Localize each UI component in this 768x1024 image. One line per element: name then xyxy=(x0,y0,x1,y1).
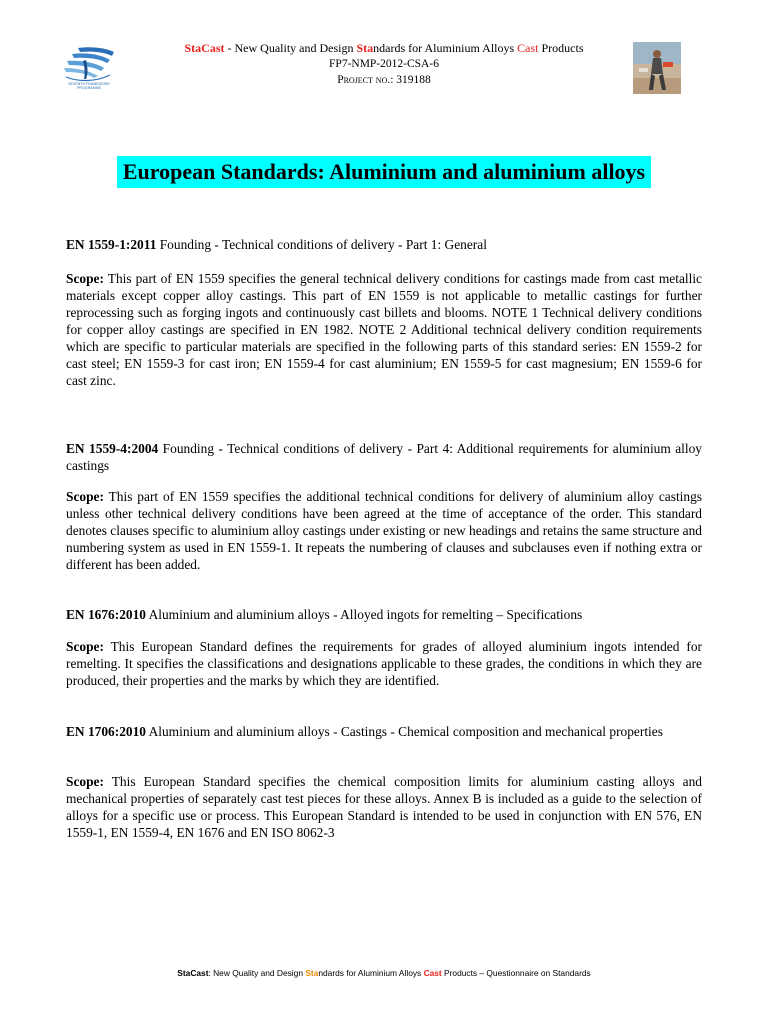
header-project-label: Project no. xyxy=(337,74,391,86)
page-title: European Standards: Aluminium and aluminium alloys xyxy=(117,156,651,188)
scope-label: Scope: xyxy=(66,639,104,654)
scope-label: Scope: xyxy=(66,489,104,504)
footer-part2: ndards for Aluminium Alloys xyxy=(318,968,424,978)
fp7-logo-text: SEVENTH FRAMEWORK PROGRAMME xyxy=(68,82,110,90)
standard-name: Aluminium and aluminium alloys - Alloyed ingots for remelting – Specifications xyxy=(145,607,583,622)
header-title-sta: Sta xyxy=(356,41,374,55)
header-title-cast: Cast xyxy=(517,41,539,55)
scope-text: This European Standard specifies the chemical composition limits for aluminium casting alloys and mechanical properties of separately cast test pieces for these alloys. Annex B is included as a guide to the selection of alloys for a specific use or process. This European Standard is intended to be used in conjunction with EN 576, EN 1559-1, EN 1559-4, EN 1676 and EN ISO 8062-3 xyxy=(66,774,702,840)
page-footer xyxy=(0,968,768,978)
standard-heading xyxy=(66,606,702,623)
page-header xyxy=(0,40,768,88)
scope-text: This European Standard defines the requirements for grades of alloyed aluminium ingots intended for remelting. It specifies the classifications and designations applicable to these grades, the conditions in which they are produced, their properties and the marks by which they are identified. xyxy=(66,639,702,688)
standard-heading xyxy=(66,440,702,474)
footer-brand: StaCast xyxy=(177,968,209,978)
standard-code: EN 1559-4:2004 xyxy=(66,441,159,456)
header-title-part2: ndards for Aluminium Alloys xyxy=(373,41,518,55)
standard-heading xyxy=(66,723,702,740)
standard-code: EN 1706:2010 xyxy=(66,724,146,739)
standard-name: Founding - Technical conditions of delivery - Part 4: Additional requirements for aluminium alloy castings xyxy=(66,441,702,473)
footer-part1: : New Quality and Design xyxy=(208,968,306,978)
header-title-part3: Products xyxy=(538,41,584,55)
standard-scope xyxy=(66,270,702,389)
standard-heading xyxy=(66,236,702,253)
standard-scope xyxy=(66,638,702,689)
header-line1 xyxy=(0,40,768,56)
header-programme-code: FP7-NMP-2012-CSA-6 xyxy=(329,58,439,70)
standard-scope xyxy=(66,488,702,573)
footer-cast: Cast xyxy=(423,968,442,978)
footer-sta: Sta xyxy=(305,968,319,978)
standard-scope xyxy=(66,773,702,841)
scope-text: This part of EN 1559 specifies the general technical delivery conditions for castings made from cast metallic materials except copper alloy castings. This part of EN 1559 is not applicable to metallic castings for further reprocessing such as forging ingots and continuously cast billets and blooms. NOTE 1 Technical delivery conditions for copper alloy castings are specified in EN 1982. NOTE 2 Additional technical delivery condition requirements which are specific to particular materials are specified in the following parts of this standard series: EN 1559-2 for cast steel; EN 1559-3 for cast iron; EN 1559-4 for cast aluminium; EN 1559-5 for cast magnesium; EN 1559-6 for cast zinc. xyxy=(66,271,702,388)
header-project-line xyxy=(0,72,768,88)
footer-part3: Products – Questionnaire on Standards xyxy=(441,968,591,978)
scope-label: Scope: xyxy=(66,774,104,789)
standard-code: EN 1676:2010 xyxy=(66,607,146,622)
standard-name: Founding - Technical conditions of delivery - Part 1: General xyxy=(156,237,487,252)
scope-text: This part of EN 1559 specifies the additional technical conditions for delivery of aluminium alloy castings unless other technical delivery conditions have been agreed at the time of acceptance of the order. This standard denotes clauses specific to aluminium alloy castings under existing or new headings and retains the same structure and numbering system as used in EN 1559-1. It repeats the numbering of clauses and subclauses even if nothing extra or different has been added. xyxy=(66,489,702,572)
header-title-part1: - New Quality and Design xyxy=(224,41,357,55)
standard-code: EN 1559-1:2011 xyxy=(66,237,157,252)
title-wrapper xyxy=(0,156,768,188)
header-brand: StaCast xyxy=(184,41,225,55)
scope-label: Scope: xyxy=(66,271,104,286)
standard-name: Aluminium and aluminium alloys - Castings - Chemical composition and mechanical properties xyxy=(145,724,663,739)
header-project-number: : 319188 xyxy=(390,74,431,86)
